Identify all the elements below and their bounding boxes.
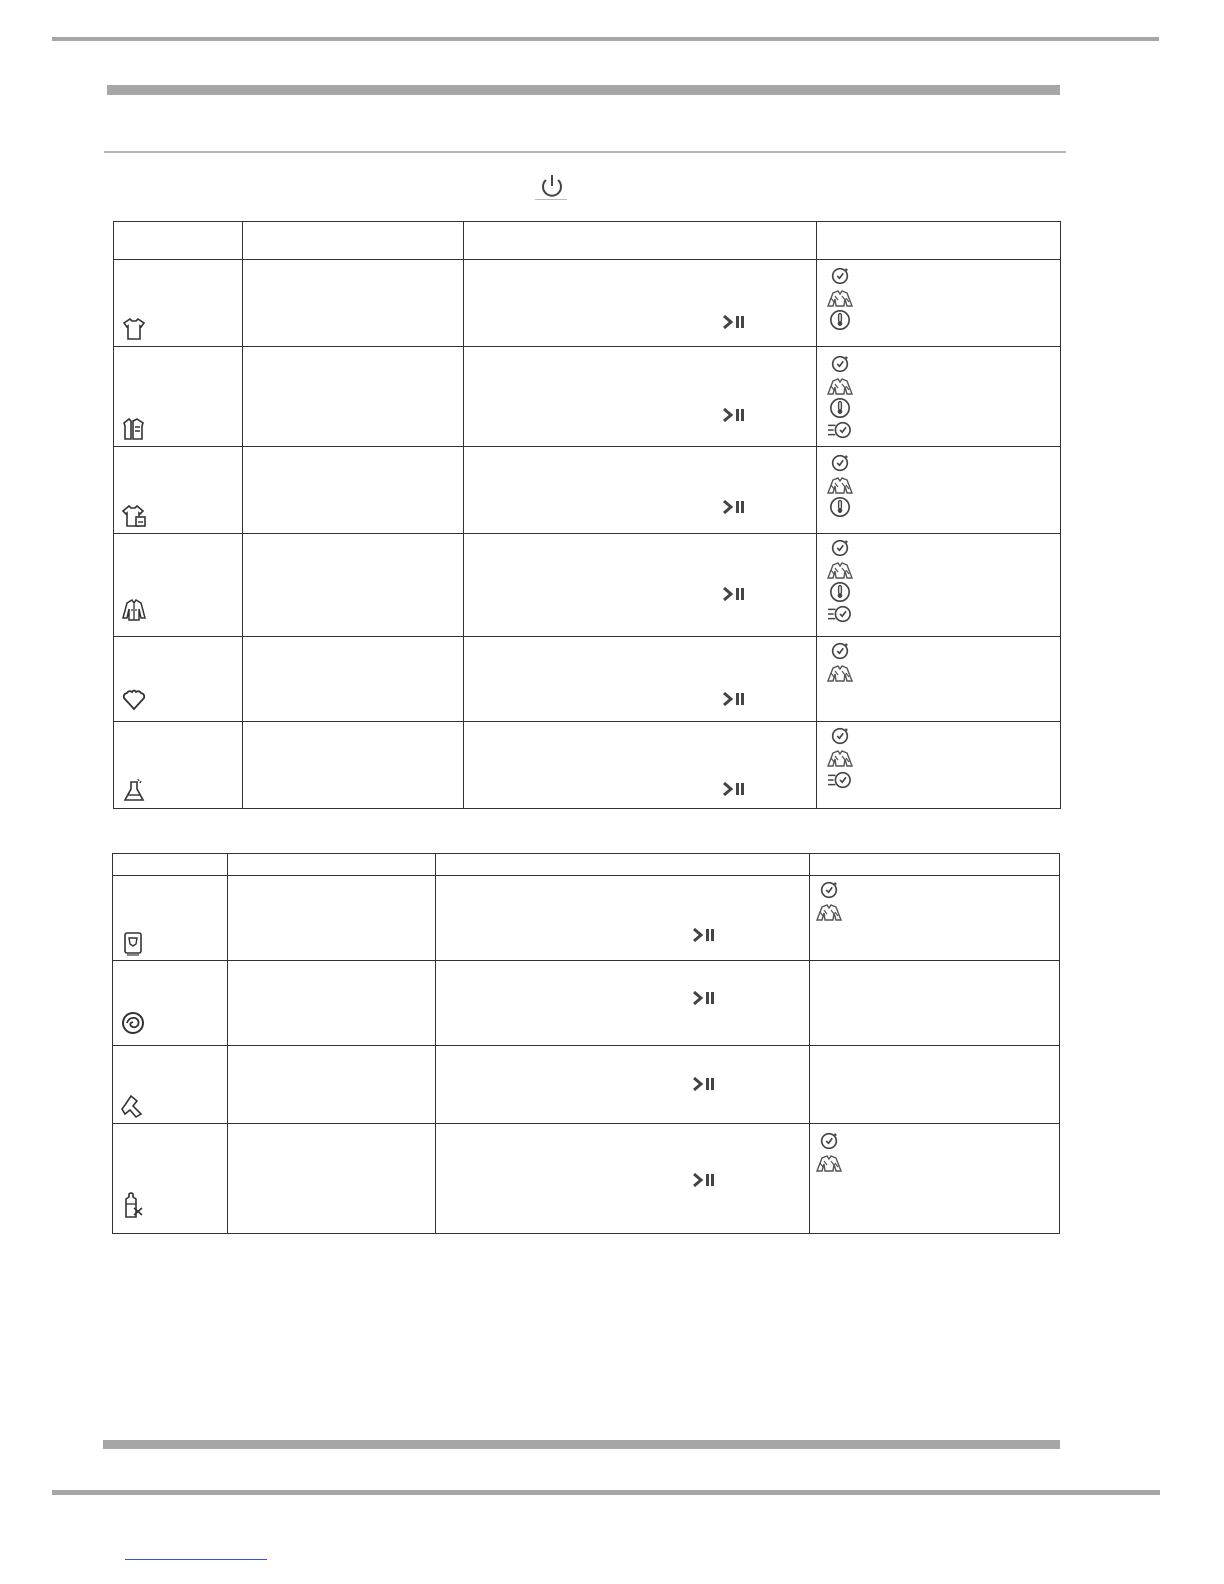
table1-header-row [114,222,1061,260]
timer-icon [825,265,855,287]
table1-header-program [114,222,243,260]
table-row [114,260,1061,347]
temperature-icon [825,309,855,331]
table2-header-options [810,854,1060,876]
program-cell [114,260,243,347]
steps-cell [436,961,810,1046]
load-cell [228,876,436,961]
table2-header-row [113,854,1060,876]
table2-header-program [113,854,228,876]
options-cell [810,876,1060,961]
program-cell [114,637,243,722]
jeans-pocket-icon [119,929,147,957]
temperature-icon [825,581,855,603]
timer-icon [825,353,855,375]
dryness-icon [825,375,855,397]
dryness-icon [814,1152,844,1174]
footer-link-underline[interactable] [125,1559,267,1560]
program-table-2 [112,853,1060,1234]
quick-timer-icon [825,603,855,625]
steps-cell [464,637,817,722]
load-cell [243,534,464,637]
start-pause-icon [721,584,747,604]
top-inner-rule [107,85,1060,95]
options-cell [810,961,1060,1046]
start-pause-icon [721,312,747,332]
top-outer-rule [52,37,1159,41]
options-cell [817,534,1061,637]
dryness-icon [825,474,855,496]
table2-header-steps [436,854,810,876]
program-cell [113,961,228,1046]
power-underline [535,199,567,200]
steps-cell [436,1046,810,1124]
options-cell [817,637,1061,722]
delicates-icon [119,1092,147,1120]
load-cell [243,447,464,534]
baby-bottle-icon [119,1191,147,1219]
dryness-icon [825,287,855,309]
start-pause-icon [691,988,717,1008]
options-cell [817,447,1061,534]
start-pause-icon [691,925,717,945]
table-row [113,961,1060,1046]
table-row [113,876,1060,961]
steps-cell [436,876,810,961]
load-cell [228,1046,436,1124]
table-row [113,1046,1060,1124]
program-cell [114,447,243,534]
quick-timer-icon [825,419,855,441]
power-icon [537,172,567,200]
program-cell [113,1124,228,1234]
table2-header-load [228,854,436,876]
program-cell [113,1046,228,1124]
table1-header-load [243,222,464,260]
temperature-icon [825,496,855,518]
load-cell [243,347,464,447]
start-pause-icon [721,779,747,799]
dryness-icon [825,559,855,581]
table-row [114,534,1061,637]
load-cell [228,961,436,1046]
table-row [114,447,1061,534]
start-pause-icon [691,1074,717,1094]
options-cell [817,722,1061,809]
program-cell [113,876,228,961]
options-cell [810,1124,1060,1234]
table-row [114,722,1061,809]
table1-header-options [817,222,1061,260]
timer-icon [814,1130,844,1152]
timer-icon [825,452,855,474]
load-cell [243,722,464,809]
options-cell [817,260,1061,347]
steps-cell [464,447,817,534]
table-row [113,1124,1060,1234]
timer-icon [825,725,855,747]
jacket-icon [120,596,148,624]
start-pause-icon [721,689,747,709]
options-cell [810,1046,1060,1124]
load-cell [243,260,464,347]
bottom-outer-rule [52,1490,1160,1495]
quick-timer-icon [825,769,855,791]
start-pause-icon [691,1170,717,1190]
program-cell [114,347,243,447]
table-row [114,637,1061,722]
dryness-icon [814,901,844,923]
steps-cell [464,534,817,637]
timer-icon [825,537,855,559]
program-cell [114,534,243,637]
program-cell [114,722,243,809]
table-row [114,347,1061,447]
table1-header-steps [464,222,817,260]
temperature-icon [825,397,855,419]
synthetic-shirt-icon [120,502,148,530]
steps-cell [436,1124,810,1234]
dryness-icon [825,747,855,769]
section-divider [104,151,1066,153]
steps-cell [464,260,817,347]
start-pause-icon [721,405,747,425]
load-cell [228,1124,436,1234]
timer-icon [825,640,855,662]
load-cell [243,637,464,722]
shirt-stack-icon [120,415,148,443]
program-table-1 [113,221,1061,809]
hygiene-flask-icon [120,777,148,805]
dryness-icon [825,662,855,684]
steps-cell [464,722,817,809]
wool-icon [120,685,148,713]
tshirt-icon [120,315,148,343]
steps-cell [464,347,817,447]
spiral-refresh-icon [119,1009,147,1037]
bottom-inner-rule [103,1440,1060,1449]
options-cell [817,347,1061,447]
timer-icon [814,879,844,901]
start-pause-icon [721,497,747,517]
